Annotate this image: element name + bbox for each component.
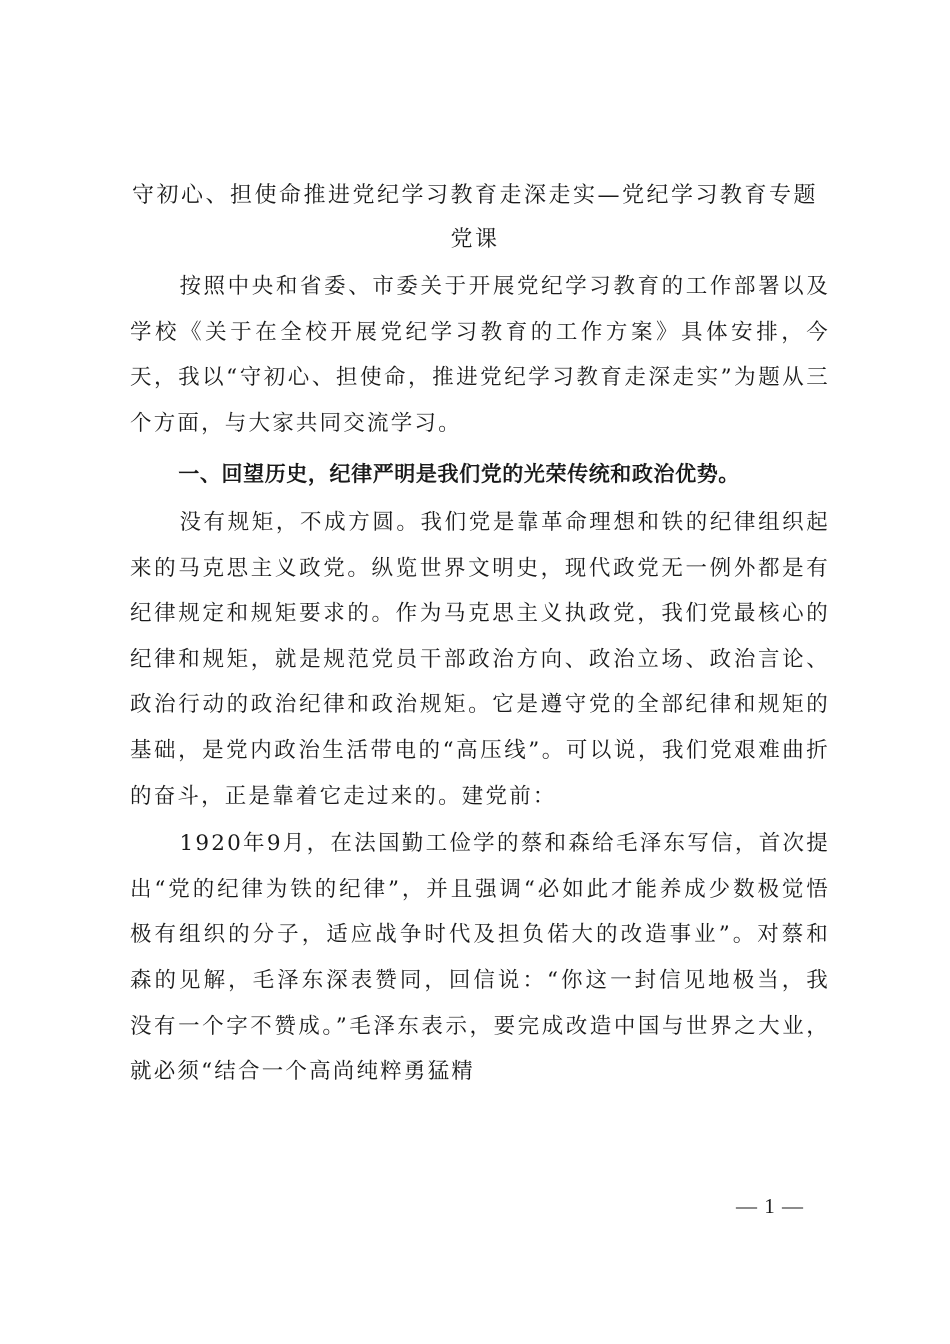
paragraph-1920-letter: 1920年9月，在法国勤工俭学的蔡和森给毛泽东写信，首次提出“党的纪律为铁的纪律”，并且强调“必如此才能养成少数极觉悟极有组织的分子，适应战争时代及担负偌大的改造事业”。对蔡和森的见解，毛泽东深表赞同，回信说：“你这一封信见地极当，我没有一个字不赞成。”毛泽东表示，要完成改造中国与世界之大业，就必须“结合一个高尚纯粹勇猛精	[130, 831, 830, 1085]
page-number: — 1 —	[736, 1194, 804, 1218]
paragraph-discipline: 没有规矩，不成方圆。我们党是靠革命理想和铁的纪律组织起来的马克思主义政党。纵览世界文明史，现代政党无一例外都是有纪律规定和规矩要求的。作为马克思主义执政党，我们党最核心的纪律和规矩，就是规范党员干部政治方向、政治立场、政治言论、政治行动的政治纪律和政治规矩。它是遵守党的全部纪律和规矩的基础，是党内政治生活带电的“高压线”。可以说，我们党艰难曲折的奋斗，正是靠着它走过来的。建党前：	[130, 509, 830, 809]
section-heading-1: 一、回望历史，纪律严明是我们党的光荣传统和政治优势。	[178, 462, 740, 487]
document-body	[130, 264, 830, 1095]
document-title: 守初心、担使命推进党纪学习教育走深走实—党纪学习教育专题党课	[131, 183, 818, 252]
paragraph-intro: 按照中央和省委、市委关于开展党纪学习教育的工作部署以及学校《关于在全校开展党纪学习教育的工作方案》具体安排，今天，我以“守初心、担使命，推进党纪学习教育走深走实”为题从三个方面，与大家共同交流学习。	[130, 274, 830, 436]
